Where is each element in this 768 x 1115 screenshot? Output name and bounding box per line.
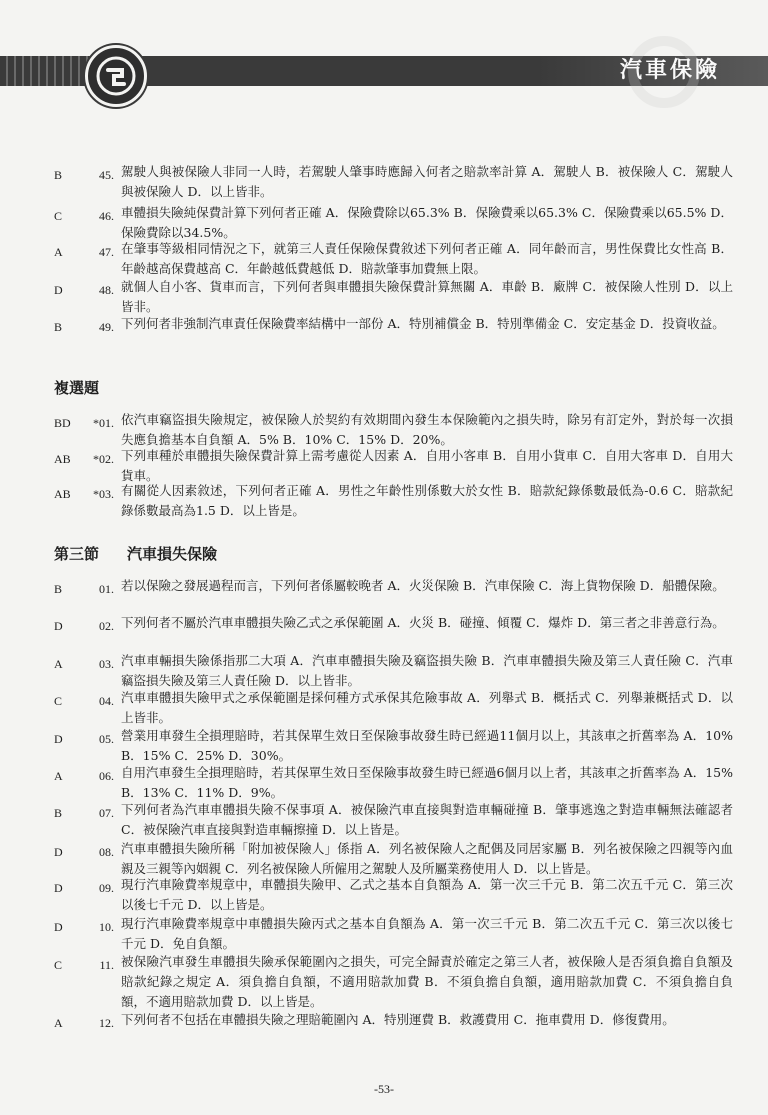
question-text: 營業用車發生全損理賠時，若其保單生效日至保險事故發生時已經過11個月以上，其該車之折舊率為 A．10% B．15% C．25% D．30%。 <box>121 728 733 763</box>
question-number: 49. <box>99 320 114 334</box>
question-number: 01. <box>99 582 114 596</box>
question-number: *02. <box>93 452 114 466</box>
answer-key: B <box>54 168 63 182</box>
question-text: 在肇事等級相同情況之下，就第三人責任保險保費敘述下列何者正確 A．同年齡而言，男性保費比女性高 B．年齡越高保費越高 C．年齡越低費越低 D．賠款肇事加費無上限。 <box>121 241 733 276</box>
question-number: 11. <box>99 958 114 972</box>
answer-key: B <box>54 320 63 334</box>
publisher-logo <box>85 45 147 107</box>
question-number: *01. <box>93 416 114 430</box>
question-text: 依汽車竊盜損失險規定，被保險人於契約有效期間內發生本保險範內之損失時，除另有訂定外，對於每一次損失應負擔基本自負額 A．5% B．10% C．15% D．20%。 <box>121 412 733 447</box>
question-text: 駕駛人與被保險人非同一人時，若駕駛人肇事時應歸入何者之賠款率計算 A．駕駛人 B．被保險人 C．駕駛人與被保險人 D．以上皆非。 <box>121 164 733 199</box>
section-heading <box>54 543 217 564</box>
answer-key: D <box>54 283 63 297</box>
answer-key: D <box>54 845 63 859</box>
chapter-title: 汽車保險 <box>619 58 720 83</box>
question-number: 06. <box>99 769 114 783</box>
question-text: 汽車車體損失險甲式之承保範圍是採何種方式承保其危險事故 A．列舉式 B．概括式 C．列舉兼概括式 D．以上皆非。 <box>121 690 733 725</box>
answer-key: D <box>54 881 63 895</box>
question-number: 12. <box>99 1016 114 1030</box>
answer-key: BD <box>54 416 71 430</box>
answer-key: A <box>54 245 63 259</box>
question-number: *03. <box>93 487 114 501</box>
question-number: 02. <box>99 619 114 633</box>
question-text: 下列何者不包括在車體損失險之理賠範圍內 A．特別運費 B．救護費用 C．拖車費用 D．修復費用。 <box>121 1012 675 1027</box>
answer-key: AB <box>54 452 71 466</box>
question-text: 就個人自小客、貨車而言，下列何者與車體損失險保費計算無關 A．車齡 B．廠牌 C．被保險人性別 D．以上皆非。 <box>121 279 733 314</box>
answer-key: D <box>54 920 63 934</box>
question-text: 若以保險之發展過程而言，下列何者係屬較晚者 A．火災保險 B．汽車保險 C．海上貨物保險 D．船體保險。 <box>121 578 725 593</box>
question-text: 下列何者非強制汽車責任保險費率結構中一部份 A．特別補償金 B．特別準備金 C．安定基金 D．投資收益。 <box>121 316 725 331</box>
question-number: 05. <box>99 732 114 746</box>
question-number: 03. <box>99 657 114 671</box>
answer-key: C <box>54 694 63 708</box>
answer-key: A <box>54 657 63 671</box>
section-heading-multiple-choice: 複選題 <box>54 379 100 397</box>
question-text: 現行汽車險費率規章中車體損失險丙式之基本自負額為 A．第一次三千元 B．第二次五千元 C．第三次以後七千元 D．免自負額。 <box>121 916 733 951</box>
question-text: 汽車車體損失險所稱「附加被保險人」係指 A．列名被保險人之配偶及同居家屬 B．列名被保險之四親等內血親及三親等內姻親 C．列名被保險人所僱用之駕駛人及所屬業務使用人 D．以上皆是。 <box>121 841 733 876</box>
section-title: 汽車損失保險 <box>127 545 218 563</box>
question-number: 07. <box>99 806 114 820</box>
section-number: 第三節 <box>54 545 100 563</box>
question-text: 下列何者為汽車車體損失險不保事項 A．被保險汽車直接與對造車輛碰撞 B．肇事逃逸之對造車輛無法確認者 C．被保險汽車直接與對造車輛擦撞 D．以上皆是。 <box>121 802 733 837</box>
question-text: 自用汽車發生全損理賠時，若其保單生效日至保險事故發生時已經過6個月以上者，其該車之折舊率為 A．15% B．13% C．11% D．9%。 <box>121 765 733 800</box>
answer-key: A <box>54 1016 63 1030</box>
answer-key: C <box>54 958 63 972</box>
question-number: 10. <box>99 920 114 934</box>
answer-key: D <box>54 732 63 746</box>
question-text: 汽車車輛損失險係指那二大項 A．汽車車體損失險及竊盜損失險 B．汽車車體損失險及第三人責任險 C．汽車竊盜損失險及第三人責任險 D．以上皆非。 <box>121 653 733 688</box>
question-number: 04. <box>99 694 114 708</box>
question-text: 有關從人因素敘述，下列何者正確 A．男性之年齡性別係數大於女性 B．賠款紀錄係數最低為-0.6 C．賠款紀錄係數最高為1.5 D．以上皆是。 <box>121 483 733 518</box>
question-text: 車體損失險純保費計算下列何者正確 A．保險費除以65.3% B．保險費乘以65.3% C．保險費乘以65.5% D．保險費除以34.5%。 <box>121 205 733 240</box>
question-text: 下列何者不屬於汽車車體損失險乙式之承保範圍 A．火災 B．碰撞、傾覆 C．爆炸 D．第三者之非善意行為。 <box>121 615 725 630</box>
answer-key: B <box>54 806 63 820</box>
question-number: 09. <box>99 881 114 895</box>
question-number: 46. <box>99 209 114 223</box>
question-number: 48. <box>99 283 114 297</box>
answer-key: D <box>54 619 63 633</box>
page-number: -53- <box>374 1082 394 1096</box>
question-text: 被保險汽車發生車體損失險承保範圍內之損失，可完全歸責於確定之第三人者，被保險人是否須負擔自負額及賠款紀錄之規定 A．須負擔自負額，不適用賠款加費 B．不須負擔自負額，適用賠款加費 C．不須負擔自負額，不適用賠款加費 D．以上皆是。 <box>121 954 733 1009</box>
question-text: 下列車種於車體損失險保費計算上需考慮從人因素 A．自用小客車 B．自用小貨車 C．自用大客車 D．自用大貨車。 <box>121 448 733 483</box>
question-number: 45. <box>99 168 114 182</box>
question-number: 47. <box>99 245 114 259</box>
question-number: 08. <box>99 845 114 859</box>
answer-key: AB <box>54 487 71 501</box>
question-text: 現行汽車險費率規章中，車體損失險甲、乙式之基本自負額為 A．第一次三千元 B．第二次五千元 C．第三次以後七千元 D．以上皆是。 <box>121 877 733 912</box>
header-stripes <box>0 56 95 86</box>
answer-key: C <box>54 209 63 223</box>
answer-key: B <box>54 582 63 596</box>
answer-key: A <box>54 769 63 783</box>
